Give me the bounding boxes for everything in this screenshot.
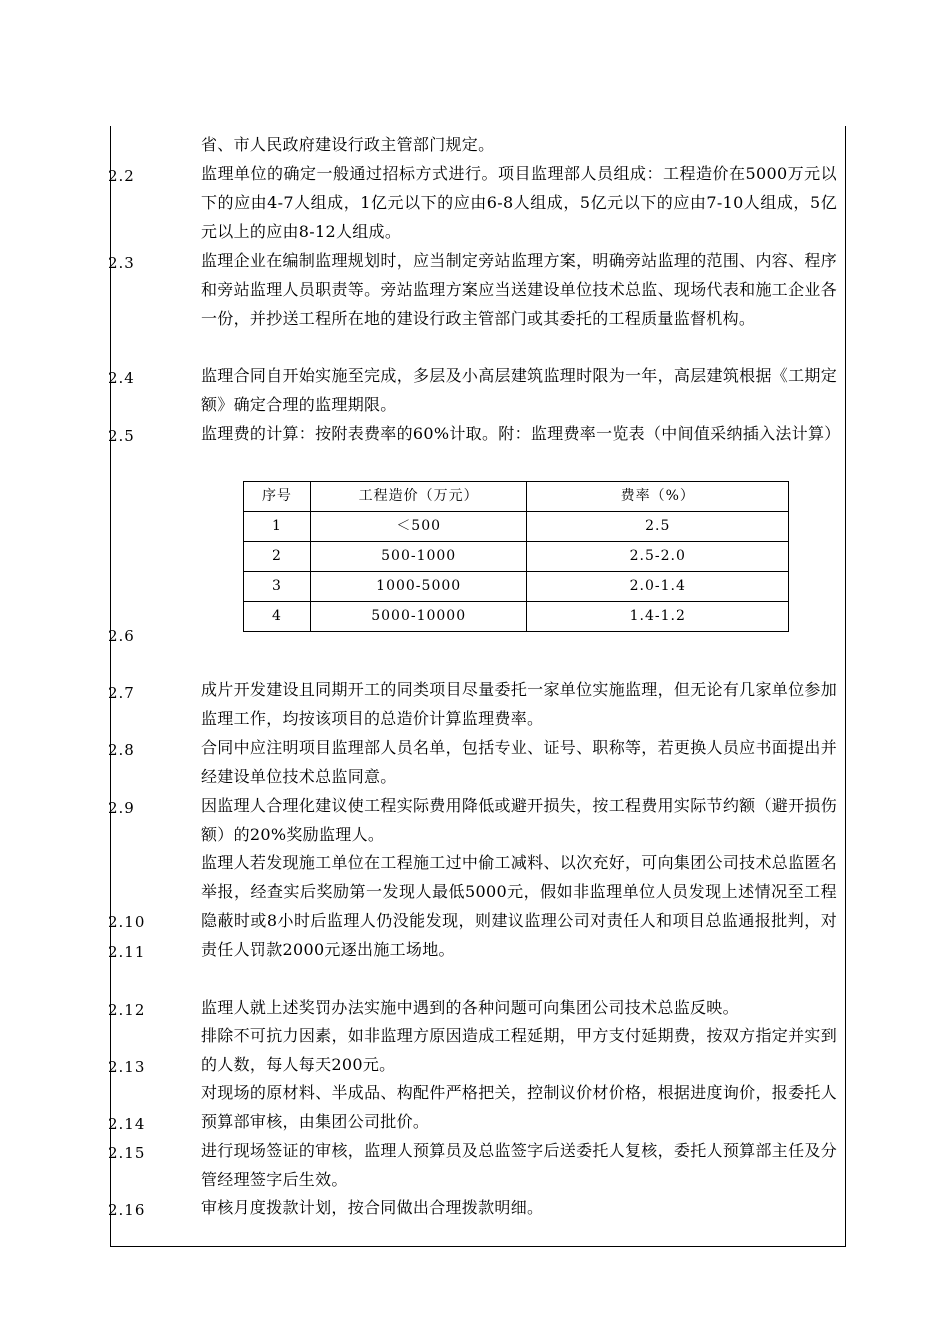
section-number: 2.13 [108, 1058, 146, 1076]
section-number: 2.16 [108, 1201, 146, 1219]
paragraph-text: 监理合同自开始实施至完成，多层及小高层建筑监理时限为一年，高层建筑根据《工期定额》确定合理的监理期限。 [201, 366, 837, 414]
section-number: 2.8 [108, 741, 135, 759]
paragraph-text: 监理企业在编制监理规划时，应当制定旁站监理方案，明确旁站监理的范围、内容、程序和旁站监理人员职责等。旁站监理方案应当送建设单位技术总监、现场代表和施工企业各一份，并抄送工程所在地的建设行政主管部门或其委托的工程质量监督机构。 [201, 251, 837, 328]
table-header-cell: 工程造价（万元） [310, 482, 527, 512]
table-cell: 2.5 [527, 512, 789, 542]
section-number: 2.2 [108, 167, 135, 185]
table-row [244, 572, 789, 602]
table-cell: 2.5-2.0 [527, 542, 789, 572]
paragraph-text: 成片开发建设且同期开工的同类项目尽量委托一家单位实施监理，但无论有几家单位参加监理工作，均按该项目的总造价计算监理费率。 [201, 680, 837, 728]
section-number: 2.10 [108, 913, 146, 931]
paragraph-text: 进行现场签证的审核，监理人预算员及总监签字后送委托人复核，委托人预算部主任及分管经理签字后生效。 [201, 1141, 837, 1189]
table-cell: 2.0-1.4 [527, 572, 789, 602]
table-cell: 1.4-1.2 [527, 602, 789, 632]
paragraph-text: 监理人若发现施工单位在工程施工过中偷工减料、以次充好，可向集团公司技术总监匿名举报，经查实后奖励第一发现人最低5000元，假如非监理单位人员发现上述情况至工程隐蔽时或8小时后监理人仍没能发现，则建议监理公司对责任人和项目总监通报批判，对责任人罚款2000元逐出施工场地。 [201, 853, 837, 959]
table-cell: 2 [244, 542, 311, 572]
paragraph-text: 排除不可抗力因素，如非监理方原因造成工程延期，甲方支付延期费，按双方指定并实到的人数，每人每天200元。 [201, 1026, 837, 1074]
paragraph-text: 省、市人民政府建设行政主管部门规定。 [201, 135, 495, 154]
table-row [244, 512, 789, 542]
table-cell: 1000-5000 [310, 572, 527, 602]
table-header-cell: 序号 [244, 482, 311, 512]
table-cell: ＜500 [310, 512, 527, 542]
fee-rate-table [243, 481, 789, 632]
paragraph-text: 监理人就上述奖罚办法实施中遇到的各种问题可向集团公司技术总监反映。 [201, 998, 739, 1017]
table-row [244, 602, 789, 632]
section-number: 2.15 [108, 1144, 146, 1162]
section-number: 2.7 [108, 684, 135, 702]
paragraph-text: 审核月度拨款计划，按合同做出合理拨款明细。 [201, 1198, 544, 1217]
paragraph-text: 监理单位的确定一般通过招标方式进行。项目监理部人员组成：工程造价在5000万元以下的应由4-7人组成，1亿元以下的应由6-8人组成，5亿元以下的应由7-10人组成，5亿元以上的应由8-12人组成。 [201, 164, 837, 241]
table-cell: 4 [244, 602, 311, 632]
table-cell: 5000-10000 [310, 602, 527, 632]
paragraph-text: 因监理人合理化建议使工程实际费用降低或避开损失，按工程费用实际节约额（避开损伤额）的20%奖励监理人。 [201, 796, 837, 844]
section-number: 2.6 [108, 627, 135, 645]
table-header-row [244, 482, 789, 512]
section-number: 2.3 [108, 254, 135, 272]
section-number: 2.12 [108, 1001, 146, 1019]
section-number: 2.5 [108, 427, 135, 445]
section-number: 2.4 [108, 369, 135, 387]
paragraph-text: 合同中应注明项目监理部人员名单，包括专业、证号、职称等，若更换人员应书面提出并经建设单位技术总监同意。 [201, 738, 837, 786]
table-row [244, 542, 789, 572]
section-number: 2.11 [108, 943, 146, 961]
paragraph-text: 对现场的原材料、半成品、构配件严格把关，控制议价材价格，根据进度询价，报委托人预算部审核，由集团公司批价。 [201, 1083, 837, 1131]
table-cell: 500-1000 [310, 542, 527, 572]
section-number: 2.14 [108, 1115, 146, 1133]
table-cell: 3 [244, 572, 311, 602]
table-header-cell: 费率（%） [527, 482, 789, 512]
section-number: 2.9 [108, 799, 135, 817]
paragraph-text: 监理费的计算：按附表费率的60%计取。附：监理费率一览表（中间值采纳插入法计算） [201, 424, 841, 443]
table-cell: 1 [244, 512, 311, 542]
